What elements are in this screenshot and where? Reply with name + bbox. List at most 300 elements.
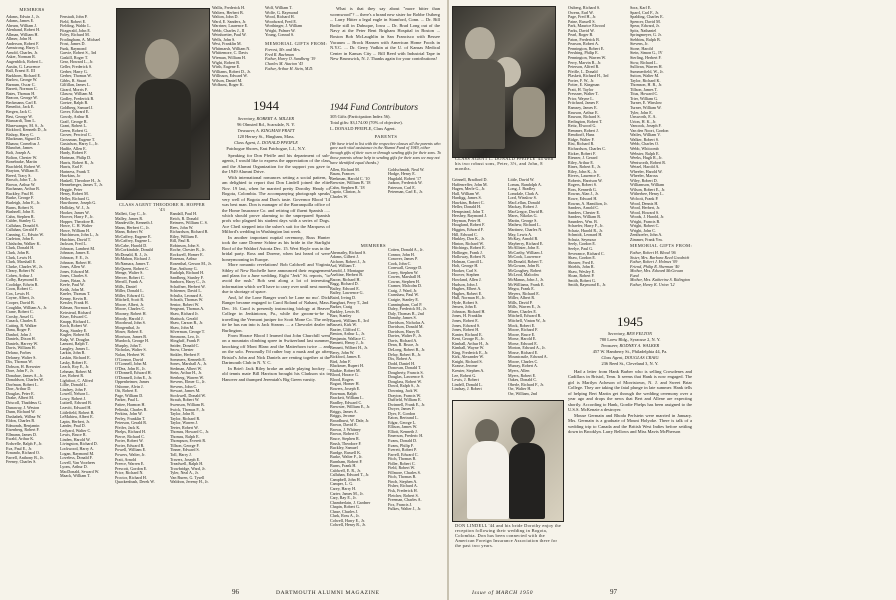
list-item: Johnson, Robert H. [60,259,92,265]
list-item: Perry, Marvin R., Jr. [568,59,602,65]
list-item: Knapp, Richard L. [60,318,91,324]
list-item: Hinton, Richard W. [452,240,484,246]
list-item: Hoagland, Robert F. [452,222,486,228]
list-item: Burns, Robert N. [6,204,34,210]
list-item: Biancardi, Tom L. [6,118,36,124]
list-item: Rawson, Richard S. [568,114,601,120]
list-item: Fitch, Thomas B. [388,456,417,462]
list-item: Colwell, Henry R., Jr. [330,522,366,528]
list-item: Armstrong, Harry I. [6,45,39,51]
list-item: Gover, Edward E. [60,109,90,115]
list-item: MacGregor, David B. [508,208,544,214]
list-item: Gowdy, Arthur B. [60,114,90,120]
list-item: Hutchinson, John L., Jr. [60,232,100,238]
list-item: Seely, Gordon E. [568,241,596,247]
list-item: Father, Robert J. Holmes '09 [630,259,678,265]
list-item: Howe, William H. [60,227,91,233]
list-item: Thomson, H. B., Jr. [630,82,663,88]
list-item: Rockwell, Homer E. [170,251,204,257]
list-item: Dusbabek, Wilbur W. [6,413,42,419]
class-1944-agent: Class Agent, L. DONALD PFEIFLE [234,140,298,145]
list-item: Daniels, Harvey W. [6,340,39,346]
list-item: Lowy, Robert J. [60,395,87,401]
list-item: Blanchet, James [6,145,33,151]
list-item: Ostberg, Richard S. [568,5,601,10]
list-item: Tillson, James T. [630,86,658,92]
list-item: Swick, Thomas F., Jr. [170,406,206,412]
list-item: Grossman, Eugene T. [60,136,96,142]
list-item: Kessler, Frank H. [60,300,89,306]
list-item: Baird, Irving D. [330,295,357,301]
list-item: Breed, Tracy S. [6,172,32,178]
list-item: Wright, Francis B. [630,218,661,224]
list-item: Burnham, Robert F. [330,458,363,464]
list-item: Malley, James R. [115,215,144,221]
list-item: Field, Robert E. [60,18,87,24]
list-item: Coyne, Albert, Jr. [6,295,35,301]
list-item: Hinkley, Don K., Jr. [452,236,485,242]
list-item: Paine, Russell S. [568,18,596,24]
list-item: Daly, Thomas R., 2nd [388,310,424,316]
list-item: Canning, C., Edwin W. [6,231,44,237]
list-item: Drake, Albert M. [6,395,34,401]
list-item: Turner, E. Winslow [630,100,662,106]
list-item: Burke, Walter F., Jr. [330,454,363,460]
list-item: Lindell, Donald L. [452,381,483,387]
list-item: Cowen, Marshall H. [388,274,422,280]
list-item: Moore, Bruce E. [508,331,536,337]
list-item: Rudolph, Richard H. [170,270,205,276]
list-item: Walters, Herbert B. [212,9,244,15]
list-item: Girard, Morris F. [60,86,88,92]
list-item: Hawkins, Robert C. [452,199,485,205]
list-item: Mosse, Richard E. [508,349,539,355]
list-item: Ross, Kenneth G. [568,186,597,192]
list-item: Delaney, Walter S. [6,354,37,360]
list-item: Hughes, Elbert A. [452,286,482,292]
list-item: Brown, Robert O. [330,431,360,437]
list-item: Peterman, Carl E., Jr. [388,189,423,195]
list-item: Price, Richard N. [115,470,144,476]
list-item: Hooker, Carl S. [452,267,478,273]
list-item: McDonald, R. J., Jr. [115,251,148,257]
fund-gifts-count: 305 Gifts (Participation Index 56). [330,114,391,119]
list-item: Graff, George R. [60,118,88,124]
list-item: Roche, Chester B., Jr. [170,247,206,253]
list-item: Hollinger, Frank J. [452,249,483,255]
list-item: Keefe, Paul W. [60,282,85,288]
list-item: Wright, Palmer W. [265,27,296,33]
list-item: Stein, Simon G., IV [630,50,663,56]
list-item: Allen, Richard M. [330,166,360,172]
list-item: Daley, Frederick M., Jr. [388,306,427,312]
list-item: Spencer, David M. [630,18,661,24]
list-item: Lee, Robert R. [60,373,85,379]
list-item: Morton, Edward A., Jr. [508,345,546,351]
list-item: Mitchell, Vinton W., Jr. [508,317,547,323]
list-item: Bishop, Harry C. [6,131,34,137]
list-item: Barlow, George W. [6,77,38,83]
list-item: Sones, Marshall A., Jr. [170,361,207,367]
list-item: Bates, Thomas H. [6,90,36,96]
list-item: Rogers, Robert S. [568,182,598,188]
list-item: Morrison, James B. [115,333,148,339]
r-members-column-2 [388,248,444,590]
list-item: Miller, Albert R. [508,295,536,301]
paragraph: With international romances setting a social pattern, I am delighted to report that Don Lindell joined the elite Nov. 19 last, when he married pretty Dorothy Heady of Bogota, Colombia. The accompanying photograph speaks very well of Bogota and Don's taste. Governor Blood '14 was best man. Don is manager of the Barranquilla office of the Home Insurance Co. and retiring off fluent Spanish ..... which should prove alarming to the unprepared Spanish profs who plagued his student days with a series of Dogs. Ace Cheil stepped into the usher's suit for the Marquess of Milford's wedding in Washington last week. [222,174,330,235]
r-memorial-header: MEMORIAL GIFTS FROM: [630,243,693,249]
list-item: Walton, John D. [212,14,239,20]
list-item: Cotten, Donald A., Jr. [388,247,424,252]
r-members-column-5 [568,6,628,318]
fund-total-gifts: Total gifts: $3,174.00 (70% of objective). [330,120,403,125]
list-item: Shaw, John M. [170,324,195,330]
list-item: Perkins, John W. [115,411,143,417]
list-item: Tillson, George F. [170,442,200,448]
list-item: Arnold, Charles, Jr. [6,49,38,55]
list-item: Littlefield, Robert B. [60,409,95,415]
list-item: Thomas, Howard C., Jr. [170,429,210,435]
list-item: Perley, Franklin T. [115,415,146,421]
list-item: Smith, Robert G. [568,277,596,283]
list-item: Moorhead, John S. [115,320,146,326]
list-item: Koch, Robert W. [60,323,88,329]
list-item: Howe, C. H. Walter [60,223,93,229]
list-item: Lamont, Ralph T. [60,341,89,347]
list-item: Rawson, Arthur E. [568,109,599,115]
list-item: Cranshaw, Paul W. [388,292,419,298]
list-item: Bruce, Stephen R. [330,435,360,441]
list-item: Smith, Raymond E., Jr. [568,282,607,288]
list-item: Father, Arthur H. Stein, M.D. [265,65,314,71]
list-item: Fillmore, Charles S. [388,469,421,475]
list-item: Wright, Robert C. [630,223,660,229]
list-item: Van Buren, G. Tysell [170,474,205,480]
list-item: Warriner, Laurence E. [212,23,249,29]
list-item: Morse, Harold E. [508,336,537,342]
list-item: Ball, Ernest E. III [6,68,35,74]
list-item: Prescott, Gordon E. [115,465,148,471]
list-item: Garvie, Robert S., 3rd [60,50,97,56]
list-item: Blackmer, Rupert H. [330,363,364,369]
list-item: Trier, William G. [630,95,659,101]
list-item: Pratt, Arnold [115,456,137,462]
list-item: Bailey, Lawrence G. [330,290,364,296]
list-item: Wood, Herbert, Jr. [630,205,661,211]
list-item: Corey, Stephen W. [388,269,419,275]
list-item: Parks, David W. [568,27,595,33]
list-item: Berry, John W. [330,349,355,355]
list-item: Holloway, Robert N. [452,254,487,260]
list-item: Page, William D. [115,392,144,398]
list-item: Reich, R. Donald [170,215,199,221]
list-item: Pennington, Robert E. [568,45,605,51]
list-item: Clark, Donald H. [6,245,35,251]
list-item: Witherbee, Henry L. [630,191,664,197]
list-item: McNamara, James T. [115,261,150,267]
class-1944-secretary-address: 96 Olmsted Rd., Scarsdale, N. Y. [237,122,295,127]
list-item: Mother, Mrs. Edward McGowan Fund [630,268,684,278]
class-1945-treasurer: Treasurer, RODNEY A. WALKER [600,343,660,348]
list-item: Lasky, Robert E. [60,359,88,365]
list-item: Aseltine, Herbert B. [330,272,363,278]
list-item: Evans, Philip F. [388,442,414,448]
list-item: Jensen, John E. [452,304,478,310]
list-item: Meyers, Richard E. [508,290,540,296]
list-item: Baxter, Clifford C. [330,326,361,332]
list-item: Clark, John B. [6,249,30,255]
list-item: Peterson, Gerald R. [115,420,148,426]
list-item: Cahn, Stephen R. '18 [330,184,365,190]
list-item: Hodge, Henry E. [388,171,416,177]
list-item: Reimers, William C. S. [170,220,208,226]
class-1945-agent-address: 236 Reed St., Cleveland 3, N. Y. [601,361,659,366]
list-item: Hershey, Raymond J. [452,213,487,219]
list-item: Gerber, Harry G. [60,68,88,74]
list-item: Hadfie, Allen E. [60,145,87,151]
list-item: Barrett, Norman C. [6,86,38,92]
list-item: Riesner, J. Gerard [568,155,598,161]
list-item: Ahearn, William J. [6,22,37,28]
list-item: Burdge, Russell K. [330,449,362,455]
list-item: Hyde, Robert S. [452,299,479,305]
list-item: Moore, Charles C. [115,306,146,312]
list-item: Taylor, Richard R. [170,415,201,421]
list-item: Eva, Paul E., Jr. [6,445,33,451]
list-item: Murray, Robert A. [508,363,538,369]
list-item: Caldwell, E. R., Jr. [330,467,361,473]
list-item: Taylor, Warren J. [170,420,199,426]
list-item: Rill, Paul R. [170,238,191,244]
list-item: McKay, Arnold B. [508,236,539,242]
list-item: Finch, Stephen A. [388,478,418,484]
list-item: Foley, Richard M. [60,32,90,38]
list-item: Downing, Jack W. [388,387,419,393]
list-item: Barker, Craig [330,304,353,310]
list-item: Waldron, Jeremy H., Jr. [170,479,209,485]
list-item: Powell, William E. [115,447,147,453]
list-item: Pratt, H. Taylor [568,86,594,92]
class-1945-agent: Class Agent, DOUGLAS CRAIG [601,355,659,360]
list-item: Haffenreffer, John M. [452,181,488,187]
list-item: Lomas, Randolph A. [508,181,542,187]
list-item: Best, George W. [6,113,33,119]
list-item: Delano, Forbes [6,350,32,356]
list-item: Bonebrake, Martin [6,159,37,165]
list-item: Carey, Harry H. [330,485,357,491]
list-item: Knight, Richard S. [452,358,483,364]
list-item: Frodingham, A. Michael [60,36,101,42]
list-item: Murdock, George H. [115,338,150,344]
list-item: Buckley, Samuel [330,445,358,451]
list-item: Richardson, Charles C. [568,145,606,151]
list-item: Davis, William H. [6,345,36,351]
list-item: Barkley, Lewis H. [330,308,360,314]
class-1944-continued: What is that they say about "more bitter than wormwood"? ... there's a brand new sister for Bobbe Ostberg ... Larry Hitter a legal eagle in Stamford, Conn. ... Dr. Bill Bodie still in Dubuque, Iowa ... Dr. Brad Long out of the Navy at the Peter Bent Brigham Hospital in Boston ... Boston Bob McLaughlin in San Francisco with Bessee Vacuum ... Brock Hansen with American Home Foods in N.Y.C. ... Dr. Gerry Vadkin at the U. of Kansas Medical Center in Kansas City ... Bill Reed with Industrial Tape in New Brunswick, N. J. Thanks again for your contributions! [330,6,440,62]
list-item: Lindsay, J. Robert [452,386,482,392]
list-item: Phelps, Richard H. [115,429,146,435]
list-item: Hardy, Robert F. [60,150,88,156]
list-item: Hartness, Frank T. [60,168,91,174]
list-item: Lockwood, Harry A. [60,445,94,451]
list-item: Ledyard, Walter C. [60,427,92,433]
list-item: Cusack, Charles E. [6,318,38,324]
list-item: Woods, J. Harold, Jr. [630,214,665,220]
list-item: Dwinnell, Frank E., Jr. [388,401,426,407]
list-item: Plaskett, Richard H., 3rd [568,73,609,79]
r-members-column-1 [330,242,386,590]
list-item: Lightfoot, C. Alfred [60,377,93,383]
list-item: Merrill, Frank A. [115,279,143,285]
list-item: Douglas, Lawrence S. [388,374,425,380]
list-item: Silverman, George T. [170,329,206,335]
list-item: Page, Fred H., Jr. [568,14,597,20]
list-item: MacLellan, Donald [508,199,540,205]
list-item: Proctor, Richard H. [115,474,147,480]
list-item: Grant, Robert L. [60,123,88,129]
list-item: Lander, Paul D. [60,423,86,429]
list-item: Mooney, Robert H. [115,311,147,317]
list-item: Jones, Brian, Jr. [60,277,87,283]
list-item: Heyman, Peter H. [452,217,482,223]
list-item: Myers, Robert E. [508,372,537,378]
list-item: Webb, Charles J., II [212,27,245,33]
list-item: Wolf, William T. [265,5,293,10]
list-item: Kugler, Robert M. [60,332,91,338]
list-item: Brewster, William B. '18 [330,180,371,186]
list-item: Hall, William W. [452,190,480,196]
list-item: Asker, Norman R. [6,54,36,60]
list-item: Sinkler, Herbert F. [170,351,201,357]
list-item: Gustafson, Harry L., Jr. [60,141,99,147]
list-item: Ewald, Arthur K. [6,436,35,442]
list-item: Broadhurst, W. Dale, Jr. [330,417,370,423]
list-item: Riley, John K., Jr. [568,168,598,174]
list-item: Van den Noort, Gordon [630,127,669,133]
list-item: Heggie, Peter [60,186,83,192]
list-item: Walker, Robert S. [630,136,660,142]
list-item: Buckley, Paul H. [6,190,34,196]
list-item: Hardigg, James S. [452,195,482,201]
list-item: Gibbs, R. Stuart [60,77,87,83]
list-item: King, Frederick E., Jr. [452,349,489,355]
list-item: Sanders, William B. [568,214,601,220]
list-item: Robinson, John S. [170,242,200,248]
list-item: Allman, William H. [6,31,39,37]
list-item: Urion, H. K., Jr. [630,118,657,124]
list-item: Sparrl, Carl F., Jr. [630,9,659,15]
list-item: Grinnell, Bradford D. [452,177,488,182]
list-item: Johnson, Richard H. [452,308,486,314]
list-item: Rist, Richard R. [568,141,595,147]
list-item: Miller, Donald L. [115,288,144,294]
list-item: Clarke, Charles W., Jr. [6,263,43,269]
list-item: Ridge, Walter F. [568,136,595,142]
list-item: Hutchins, David T. [60,236,92,242]
r-members-header: MEMBERS [360,243,386,248]
list-item: Lowell, Nelson L. [60,391,90,397]
list-item: Brosch, John T., Jr. [6,177,38,183]
list-item: Ard, William T. [330,263,356,269]
list-item: Lewis, J. Robert [452,377,479,383]
list-item: Moore, Richard F. [508,327,538,333]
list-item: Loveless, Donald F. [60,455,93,461]
list-item: Rowan, A. Hamilton, Jr. [568,200,608,206]
list-item: Sanborn, Harry C., Jr. [170,279,206,285]
r-members-column-6 [630,5,693,318]
list-item: Bickford, James E. [330,354,362,360]
list-item: Glasow, William M. [60,91,94,97]
list-item: Higgins, Edward F. [452,227,484,233]
list-item: Wiley, Robert D. [630,177,658,183]
list-item: Briggs, Jerome [330,413,355,419]
list-item: Adams, Edwin J., Jr. [6,13,40,19]
list-item: Moore, Albert, Jr. [115,301,144,307]
list-item: Bassett, Kirk W. [330,322,357,328]
list-item: Stebbins, Ralph B. [630,36,661,42]
list-item: Hagen, Merle G., Jr. [452,186,486,192]
list-item: Wood, Dennis H. [630,200,659,206]
list-item: Bushnell, John E. [6,209,35,215]
list-item: Wolfe, G. Raymond [265,9,298,15]
list-item: Cleary, Robert W. [6,268,36,274]
list-item: Miller, Edward G. [115,292,145,298]
lindell-wedding-photo [452,400,564,522]
list-item: O'Donnell, Edward H. [115,370,152,376]
list-item: Gerber, Thomas W. [60,73,92,79]
list-item: Daniels, Dixon H. [6,336,36,342]
list-item: Coolidge, Edwin R. [6,281,39,287]
list-item: Donovan, Donald T. [388,365,422,371]
list-item: Callahan, Gerald F. [6,227,38,233]
list-item: Burns, Frank H. [330,463,357,469]
list-item: Adams, Gilbert J. [330,254,359,260]
list-item: O'Donnell, John E., Jr. [115,374,153,380]
list-item: McCorkindale, Donald [115,247,153,253]
list-item: Rines, Robert E., Jr. [568,164,601,170]
list-item: McAllister, John E. [508,245,540,251]
list-item: Wailes, William V. [630,132,661,138]
list-item: Langley, James L. [60,345,90,351]
list-item: Bennett, Wilbert H., Jr. [330,345,368,351]
list-item: Gear, Howard L., Jr. [60,59,94,65]
list-item: Anderson, Robert F. [6,40,40,46]
list-item: Hudson, John J. [452,281,479,287]
list-item: Paton, Frederick B. [568,36,600,42]
list-item: Dobson, H. Brewster [6,363,41,369]
list-item: Evans, Donald D. [388,437,418,443]
list-item: Tyler, John E. [630,109,653,115]
list-item: Blood, Rogers [330,376,354,382]
list-item: Hull, Norman H., Jr. [452,295,486,301]
list-item: Ward, E. Sanders, Jr. [212,18,247,24]
list-item: Barkhorn, Richard E. [6,72,42,78]
list-item: Kimball, Wayne W. [452,345,485,351]
members-column-3 [115,212,169,590]
list-item: Connor, John H. [388,251,415,257]
list-item: Davidson, Nicholas A. [388,319,426,325]
list-item: Wilson, Daniel M. [212,77,243,83]
list-item: Father, Robert H. Blood '06 [630,249,676,255]
list-item: Fulkes, Walter J., Jr. [388,506,422,512]
list-item: Adams, James E. [6,18,35,24]
list-item: Funk, Raymond [60,45,87,51]
list-item: Mills, Warren E., Jr. [508,304,541,310]
list-item: Austin, G. Lawrence [6,63,41,69]
list-item: Zimmer, Frank Ym. [630,236,663,242]
list-item: Treadwell, Ralph H. [170,461,204,467]
list-item: Carter, James M., Jr. [330,490,364,496]
